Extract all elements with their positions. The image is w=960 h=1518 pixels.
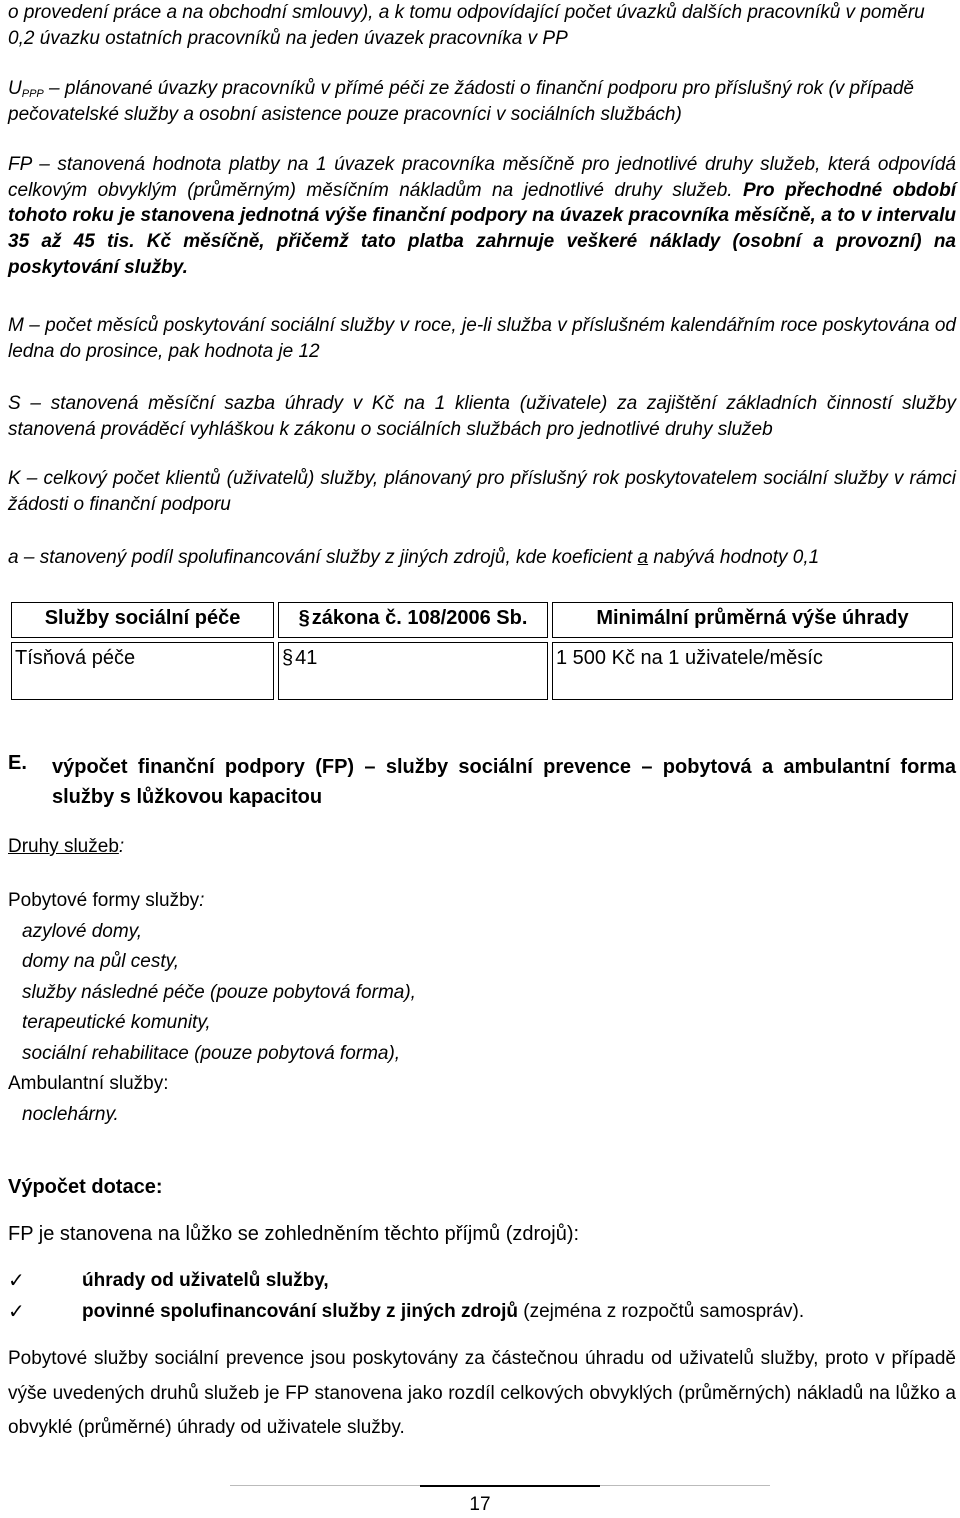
section-e-title: výpočet finanční podpory (FP) – služby sociální prevence – pobytová a ambulantní forma služby s lůžkovou kapacitou <box>52 756 956 808</box>
check-icon: ✓ <box>8 1270 25 1292</box>
pobytove-label <box>8 886 956 917</box>
check-icon: ✓ <box>8 1301 25 1323</box>
footer-rule-accent <box>420 1485 600 1487</box>
list-item: služby následné péče (pouze pobytová forma), <box>22 981 416 1003</box>
page-number: 17 <box>469 1494 491 1515</box>
definition-uppp <box>8 76 956 127</box>
check-item-rest: (zejména z rozpočtů samospráv). <box>518 1301 805 1322</box>
druhy-heading-colon: : <box>118 836 125 857</box>
uppp-subscript: PPP <box>21 88 44 100</box>
section-symbol: § <box>298 607 310 629</box>
list-item: domy na půl cesty, <box>22 951 180 972</box>
s-text: S – stanovená měsíční sazba úhrady v Kč na 1 klienta (uživatele) za zajištění základních činností služby stanovená prováděcí vyhláškou k zákonu o sociálních službách pro jednotlivé druhy služeb <box>8 393 956 440</box>
definition-m <box>8 313 956 364</box>
header-law <box>278 602 548 638</box>
check-item <box>82 1270 329 1292</box>
list-item: noclehárny. <box>22 1103 119 1125</box>
m-text: M – počet měsíců poskytování sociální služby v roce, je-li služba v příslušném kalendářním roce poskytována od ledna do prosince, pak hodnota je 12 <box>8 315 956 362</box>
header-law-label: zákona č. 108/2006 Sb. <box>311 607 528 629</box>
definition-s <box>8 391 956 442</box>
fp-bold-note-cont: Kč měsíčně, přičemž tato platba zahrnuje veškeré náklady (osobní a provozní) na poskytování služby. <box>8 230 956 278</box>
a-variable: a <box>637 547 649 568</box>
uppp-symbol: U <box>8 78 22 99</box>
table-row <box>11 642 953 700</box>
section-e-letter: E. <box>8 752 27 774</box>
definition-a <box>8 545 956 571</box>
fp-sources-intro: FP je stanovena na lůžko se zohledněním těchto příjmů (zdrojů): <box>8 1223 580 1245</box>
uppp-text: – plánované úvazky pracovníků v přímé péči ze žádosti o finanční podporu pro příslušný rok (v případě pečovatelské služby a osobní asistence pouze pracovníci v sociálních službách) <box>8 78 915 125</box>
list-item: azylové domy, <box>22 920 143 942</box>
list-item: terapeutické komunity, <box>22 1012 211 1033</box>
service-types-list <box>8 886 956 1130</box>
header-services: Služby sociální péče <box>11 602 274 638</box>
check-item <box>82 1301 804 1323</box>
fp-bold-note: Pro přechodné období tohoto roku je stanovena jednotná výše finanční podpory na úvazek pracovníka měsíčně, a to v intervalu 35 až 45 tis. <box>8 179 956 252</box>
vypocet-heading: Výpočet dotace: <box>8 1176 163 1198</box>
druhy-heading <box>8 834 956 860</box>
definition-fp <box>8 152 956 280</box>
list-item: sociální rehabilitace (pouze pobytová forma), <box>22 1042 401 1064</box>
table-header-row <box>11 602 953 638</box>
druhy-heading-text: Druhy služeb <box>8 836 119 857</box>
k-text: K – celkový počet klientů (uživatelů) služby, plánovaný pro příslušný rok poskytovatelem sociální služby v rámci žádosti o finanční podporu <box>8 468 956 515</box>
definition-ostatni-text: o provedení práce a na obchodní smlouvy), a k tomu odpovídající počet úvazků dalších pracovníků v poměru 0,2 úvazku ostatních pracovníků na jeden úvazek pracovníka v PP <box>8 2 925 49</box>
ambulantni-label: Ambulantní služby: <box>8 1073 169 1094</box>
cell-min-fee: 1 500 Kč na 1 uživatele/měsíc <box>552 642 953 700</box>
closing-paragraph: Pobytové služby sociální prevence jsou poskytovány za částečnou úhradu od uživatelů služby, proto v případě výše uvedených druhů služeb je FP stanovena jako rozdíl celkových obvyklých (průměrných) nákladů na lůžko a obvyklé (průměrné) úhrady od uživatele služby. <box>8 1348 956 1438</box>
section-symbol: § <box>282 647 294 669</box>
fp-text: FP – stanovená hodnota platby na 1 úvazek pracovníka měsíčně pro jednotlivé druhy služeb, která odpovídá celkovým obvyklým (průměrným) měsíčním nákladům na jednotlivé druhy služeb. <box>8 154 956 201</box>
cell-paragraph-number: 41 <box>295 647 318 669</box>
header-min-fee: Minimální průměrná výše úhrady <box>552 602 953 638</box>
definition-k <box>8 466 956 517</box>
check-item-bold: úhrady od uživatelů služby, <box>82 1270 329 1291</box>
services-table <box>7 598 957 704</box>
cell-paragraph <box>278 642 548 700</box>
check-item-bold: povinné spolufinancování služby z jiných zdrojů <box>82 1301 518 1322</box>
a-text: a – stanovený podíl spolufinancování služby z jiných zdrojů, kde koeficient <box>8 547 638 568</box>
definition-continuation <box>8 0 956 51</box>
pobytove-label-colon: : <box>199 890 205 911</box>
a-text-end: nabývá hodnoty 0,1 <box>648 547 820 568</box>
cell-service: Tísňová péče <box>11 642 274 700</box>
pobytove-label-text: Pobytové formy služby <box>8 890 200 911</box>
